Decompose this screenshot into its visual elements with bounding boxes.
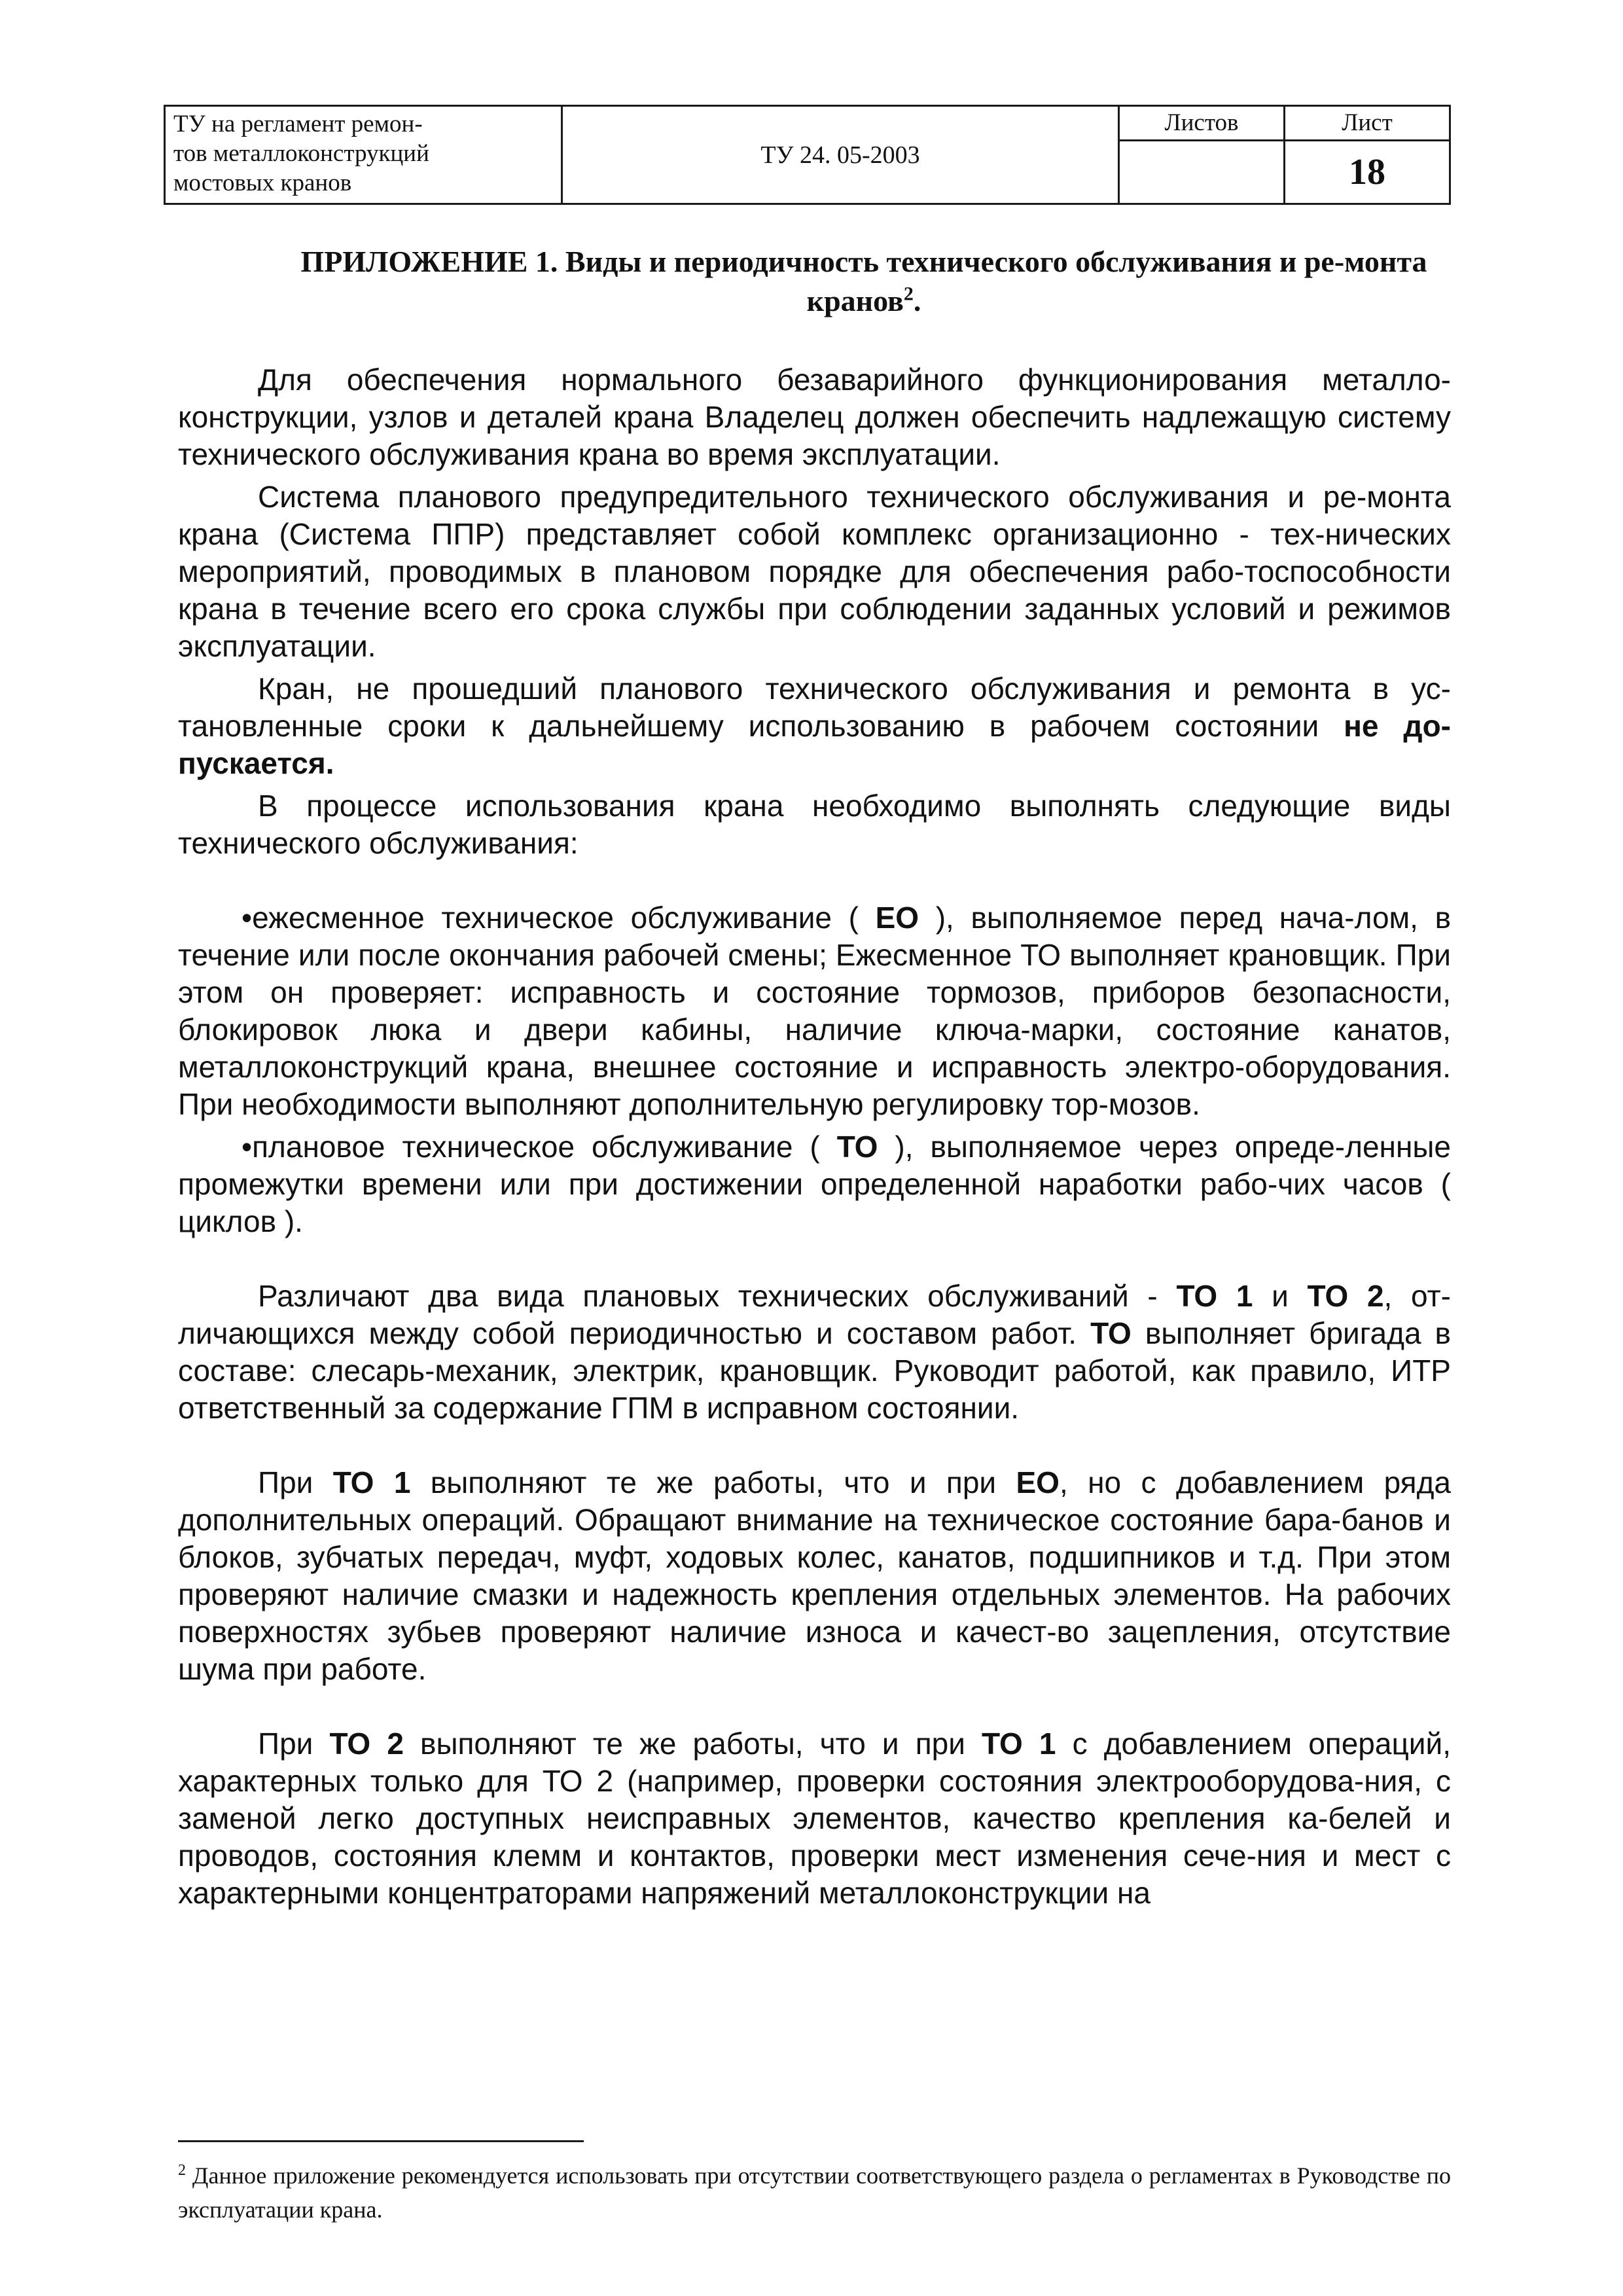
footnote-divider [178,2140,584,2142]
appendix-title-text: ПРИЛОЖЕНИЕ 1. Виды и периодичность технического обслуживания и ре-монта кранов [300,245,1427,317]
document-code: ТУ 24. 05-2003 [562,106,1119,204]
footnote-marker: 2 [178,2162,186,2179]
paragraph-2: Система планового предупредительного технического обслуживания и ре-монта крана (Система ППР) представляет собой комплекс организационно - тех-нических мероприятий, проводимых в плановом порядке для обеспечения рабо-тоспособности крана в течение всего его срока службы при соблюдении заданных условий и режимов эксплуатации. [178,480,1451,663]
footnote-reference: 2 [903,283,914,305]
footnote [178,2159,1451,2227]
paragraph-3: Кран, не прошедший планового технического обслуживания и ремонта в ус-тановленные сроки к дальнейшему использованию в рабочем состоянии не до-пускается. [178,672,1451,780]
bullet-icon: • [241,901,253,935]
sheet-number-value: 18 [1349,152,1385,192]
paragraph-1: Для обеспечения нормального безаварийного функционирования металло-конструкции, узлов и деталей крана Владелец должен обеспечить надлежащую систему технического обслуживания крана во время эксплуатации. [178,363,1451,471]
appendix-title [288,242,1440,321]
document-name-cell [165,106,562,204]
document-name-line: тов металлоконструкций [173,140,429,167]
paragraph-5: Различают два вида плановых технических обслуживаний - ТО 1 и ТО 2, от-личающихся между собой периодичностью и составом работ. ТО выполняет бригада в составе: слесарь-механик, электрик, крановщик. Руководит работой, как правило, ИТР ответственный за содержание ГПМ в исправном состоянии. [178,1279,1451,1425]
sheet-number-label: Лист [1285,107,1449,141]
list-item-to: •плановое техническое обслуживание ( ТО ), выполняемое через опреде-ленные промежутки времени или при достижении определенной наработки рабо-чих часов ( циклов ). [178,1130,1451,1238]
emphasis-not-allowed: не до-пускается. [178,709,1451,780]
sheets-count-label: Листов [1120,107,1283,141]
paragraph-6: При ТО 1 выполняют те же работы, что и при ЕО, но с добавлением ряда дополнительных операций. Обращают внимание на техническое состояние бара-банов и блоков, зубчатых передач, муфт, ходовых колес, канатов, подшипников и т.д. При этом проверяют наличие смазки и надежность крепления отдельных элементов. На рабочих поверхностях зубьев проверяют наличие износа и качест-во зацепления, отсутствие шума при работе. [178,1465,1452,1686]
footnote-text: Данное приложение рекомендуется использовать при отсутствии соответствующего раздела о регламентах в Руководстве по эксплуатации крана. [178,2162,1452,2223]
paragraph-7: При ТО 2 выполняют те же работы, что и при ТО 1 с добавлением операций, характерных только для ТО 2 (например, проверки состояния электрооборудова-ния, с заменой легко доступных неисправных элементов, качество крепления ка-белей и проводов, состояния клемм и контактов, проверки мест изменения сече-ния и мест с характерными концентраторами напряжений металлоконструкции на [178,1727,1451,1910]
document-name-line: мостовых кранов [173,170,352,196]
sheet-number-cell [1285,106,1450,204]
document-name-line: ТУ на регламент ремон- [173,111,423,137]
appendix-title-tail: . [913,284,921,317]
list-item-eo: •ежесменное техническое обслуживание ( ЕО ), выполняемое перед нача-лом, в течение или после окончания рабочей смены; Ежесменное ТО выполняет крановщик. При этом он проверяет: исправность и состояние тормозов, приборов безопасности, блокировок люка и двери кабины, наличие ключа-марки, состояние канатов, металлоконструкций крана, внешнее состояние и исправность электро-оборудования. При необходимости выполняют дополнительную регулировку тор-мозов. [178,901,1452,1121]
sheets-count-cell [1119,106,1285,204]
header-stamp [164,105,1451,205]
bullet-icon: • [241,1130,253,1164]
document-body [178,361,1451,1912]
paragraph-4: В процессе использования крана необходимо выполнять следующие виды технического обслуживания: [178,789,1451,860]
